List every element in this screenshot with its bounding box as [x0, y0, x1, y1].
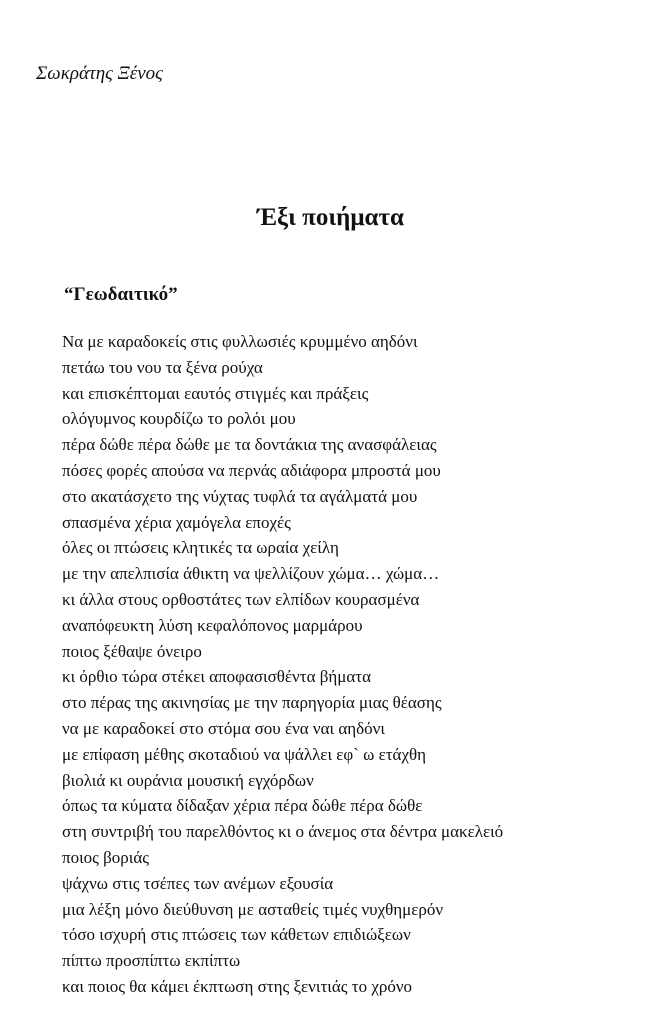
poem-line: ποιος ξέθαψε όνειρο [62, 641, 202, 661]
poem-line: με την απελπισία άθικτη να ψελλίζουν χώμα… χώμα… [62, 564, 440, 584]
poem-line: και ποιος θα κάμει έκπτωση στης ξενιτιάς το χρόνο [62, 976, 413, 996]
poem-line: αναπόφευκτη λύση κεφαλόπονος μαρμάρου [62, 615, 363, 635]
poem-line: Να με καραδοκείς στις φυλλωσιές κρυμμένο αηδόνι [62, 332, 418, 351]
poem-line: και επισκέπτομαι εαυτός στιγμές και πράξεις [62, 383, 369, 403]
poem-line: πέρα δώθε πέρα δώθε με τα δοντάκια της ανασφάλειας [62, 435, 437, 455]
poem-line: στο πέρας της ακινησίας με την παρηγορία μιας θέασης [62, 693, 442, 713]
poem-line: κι άλλα στους ορθοστάτες των ελπίδων κουρασμένα [62, 589, 420, 609]
poem-title: “Γεωδαιτικό” [64, 284, 178, 305]
poem-line: βιολιά κι ουράνια μουσική εγχόρδων [62, 770, 314, 790]
poem-line: να με καραδοκεί στο στόμα σου ένα ναι αηδόνι [62, 718, 385, 738]
poem-line: ολόγυμνος κουρδίζω το ρολόι μου [62, 409, 296, 429]
poem-body [62, 329, 503, 1000]
poem-line: σπασμένα χέρια χαμόγελα εποχές [62, 512, 291, 532]
poem-line: με επίφαση μέθης σκοταδιού να ψάλλει εφ` ω ετάχθη [62, 744, 427, 764]
poem-line: στη συντριβή του παρελθόντος κι ο άνεμος στα δέντρα μακελειό [62, 822, 504, 842]
poem-line: κι όρθιο τώρα στέκει αποφασισθέντα βήματα [62, 667, 372, 687]
poem-line: πετάω του νου τα ξένα ρούχα [62, 357, 263, 377]
poem-line: ποιος βοριάς [62, 847, 149, 867]
poem-line: πόσες φορές απούσα να περνάς αδιάφορα μπροστά μου [62, 460, 441, 480]
collection-title: Έξι ποιήματα [257, 204, 404, 231]
poem-line: ψάχνω στις τσέπες των ανέμων εξουσία [62, 873, 334, 893]
author-name: Σωκράτης Ξένος [36, 63, 163, 84]
poem-line: τόσο ισχυρή στις πτώσεις των κάθετων επιδιώξεων [62, 925, 411, 945]
poem-line: πίπτω προσπίπτω εκπίπτω [62, 951, 241, 971]
poem-line: μια λέξη μόνο διεύθυνση με ασταθείς τιμές νυχθημερόν [62, 899, 444, 919]
poem-line: όλες οι πτώσεις κλητικές τα ωραία χείλη [62, 538, 339, 558]
poem-line: όπως τα κύματα δίδαξαν χέρια πέρα δώθε πέρα δώθε [62, 796, 423, 816]
poem-line: στο ακατάσχετο της νύχτας τυφλά τα αγάλματά μου [62, 486, 418, 506]
